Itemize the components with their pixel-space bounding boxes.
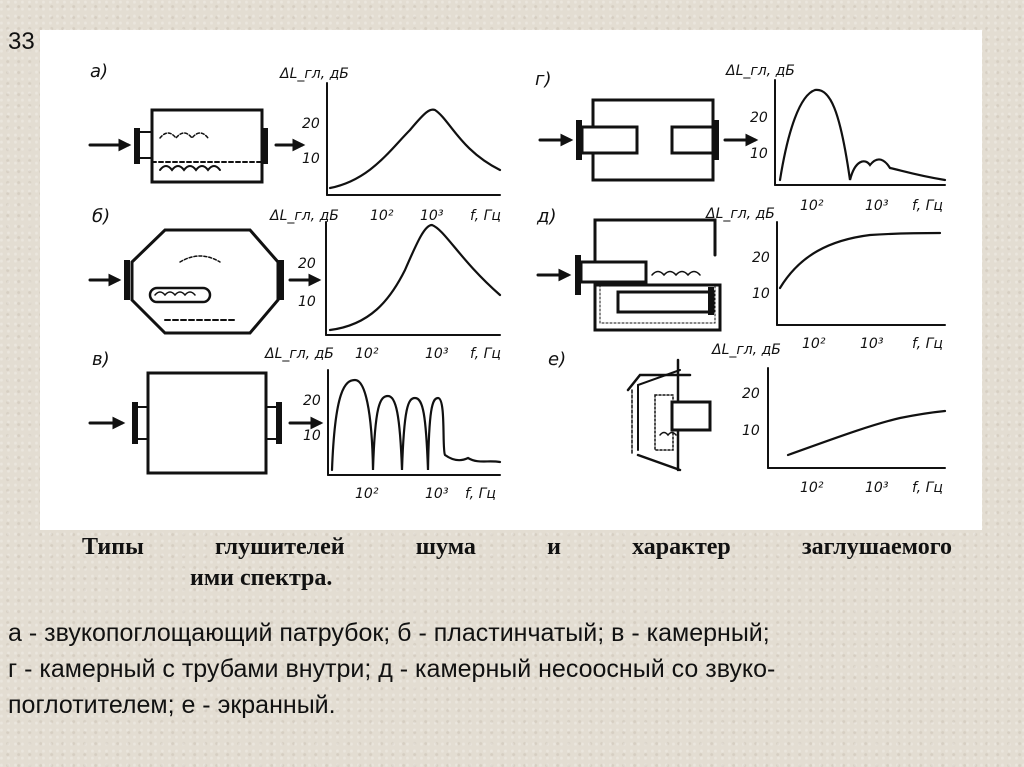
panel-d-letter: д) xyxy=(537,206,557,227)
figure-caption-line2: ими спектра. xyxy=(190,565,333,591)
panel-e-xtick-1: 10² xyxy=(800,480,824,496)
panel-v-xtick-2: 10³ xyxy=(425,486,449,502)
panel-g-xtick-3: f, Гц xyxy=(912,198,943,214)
panel-e-xtick-3: f, Гц xyxy=(912,480,943,496)
panel-g-ytick-10: 10 xyxy=(750,146,768,162)
panel-a-curve xyxy=(330,110,500,188)
panel-e-ytick-20: 20 xyxy=(742,386,760,402)
panel-a-ytick-20: 20 xyxy=(302,116,320,132)
panel-b-xtick-1: 10² xyxy=(355,346,379,362)
panel-e-xtick-2: 10³ xyxy=(865,480,889,496)
panel-v-xtick-1: 10² xyxy=(355,486,379,502)
panel-d-chart xyxy=(705,206,945,352)
panel-e-ylabel: ΔL_гл, дБ xyxy=(712,342,781,358)
panel-b-chart xyxy=(269,208,501,362)
panel-b-ytick-10: 10 xyxy=(298,294,316,310)
panel-g xyxy=(535,63,945,214)
panel-v-ylabel: ΔL_гл, дБ xyxy=(265,346,334,362)
panel-d-curve xyxy=(780,233,940,288)
panel-b-ytick-20: 20 xyxy=(298,256,316,272)
panel-v-ytick-10: 10 xyxy=(303,428,321,444)
panel-d-xtick-1: 10² xyxy=(802,336,826,352)
figure-legend xyxy=(8,615,998,723)
panel-v-curve xyxy=(332,380,500,470)
panel-v-xtick-3: f, Гц xyxy=(465,486,496,502)
panel-d xyxy=(536,206,945,352)
panel-d-ylabel: ΔL_гл, дБ xyxy=(706,206,775,222)
legend-line-3: поглотителем; е - экранный. xyxy=(8,691,336,719)
panel-a-ylabel: ΔL_гл, дБ xyxy=(280,66,349,82)
panel-g-xtick-1: 10² xyxy=(800,198,824,214)
panel-b-xtick-2: 10³ xyxy=(425,346,449,362)
panel-d-xtick-3: f, Гц xyxy=(912,336,943,352)
legend-line-2: г - камерный с трубами внутри; д - камерный несоосный со звуко- xyxy=(8,655,776,683)
panel-e-chart xyxy=(711,342,945,496)
panel-b xyxy=(90,206,501,362)
muffler-figure xyxy=(40,30,982,530)
panel-e-muffler-drawing xyxy=(628,360,710,470)
panel-e-ytick-10: 10 xyxy=(742,423,760,439)
panel-g-xtick-2: 10³ xyxy=(865,198,889,214)
legend-line-1: а - звукопоглощающий патрубок; б - пластинчатый; в - камерный; xyxy=(8,619,770,647)
panel-a-xtick-2: 10³ xyxy=(420,208,444,224)
panel-g-muffler-drawing xyxy=(540,100,755,180)
panel-a-chart xyxy=(279,66,501,224)
panel-b-xtick-3: f, Гц xyxy=(470,346,501,362)
panel-g-letter: г) xyxy=(535,69,552,90)
figure-caption-line1: Типы глушителей шума и характер заглушаемого xyxy=(82,534,952,560)
panel-b-muffler-drawing xyxy=(90,230,318,333)
panel-g-curve xyxy=(780,90,945,180)
panel-d-muffler-drawing xyxy=(538,220,720,330)
panel-a-muffler-drawing xyxy=(90,110,302,182)
panel-g-ylabel: ΔL_гл, дБ xyxy=(726,63,795,79)
panel-v-muffler-drawing xyxy=(90,373,320,473)
panel-e-curve xyxy=(788,411,945,455)
panel-g-ytick-20: 20 xyxy=(750,110,768,126)
panel-a-letter: а) xyxy=(90,61,109,82)
panel-g-chart xyxy=(725,63,945,214)
panel-a-xtick-3: f, Гц xyxy=(470,208,501,224)
panel-d-ytick-10: 10 xyxy=(752,286,770,302)
slide-number: 33 xyxy=(8,28,35,55)
panel-a-xtick-1: 10² xyxy=(370,208,394,224)
panel-v-ytick-20: 20 xyxy=(303,393,321,409)
panel-d-xtick-2: 10³ xyxy=(860,336,884,352)
panel-e-letter: е) xyxy=(548,349,567,370)
panel-v xyxy=(90,346,500,502)
panel-b-letter: б) xyxy=(92,206,111,227)
panel-e xyxy=(548,342,945,496)
panel-b-curve xyxy=(330,225,500,330)
panel-a xyxy=(90,61,501,224)
panel-d-ytick-20: 20 xyxy=(752,250,770,266)
panel-b-ylabel: ΔL_гл, дБ xyxy=(270,208,339,224)
panel-v-letter: в) xyxy=(92,349,110,370)
panel-a-ytick-10: 10 xyxy=(302,151,320,167)
